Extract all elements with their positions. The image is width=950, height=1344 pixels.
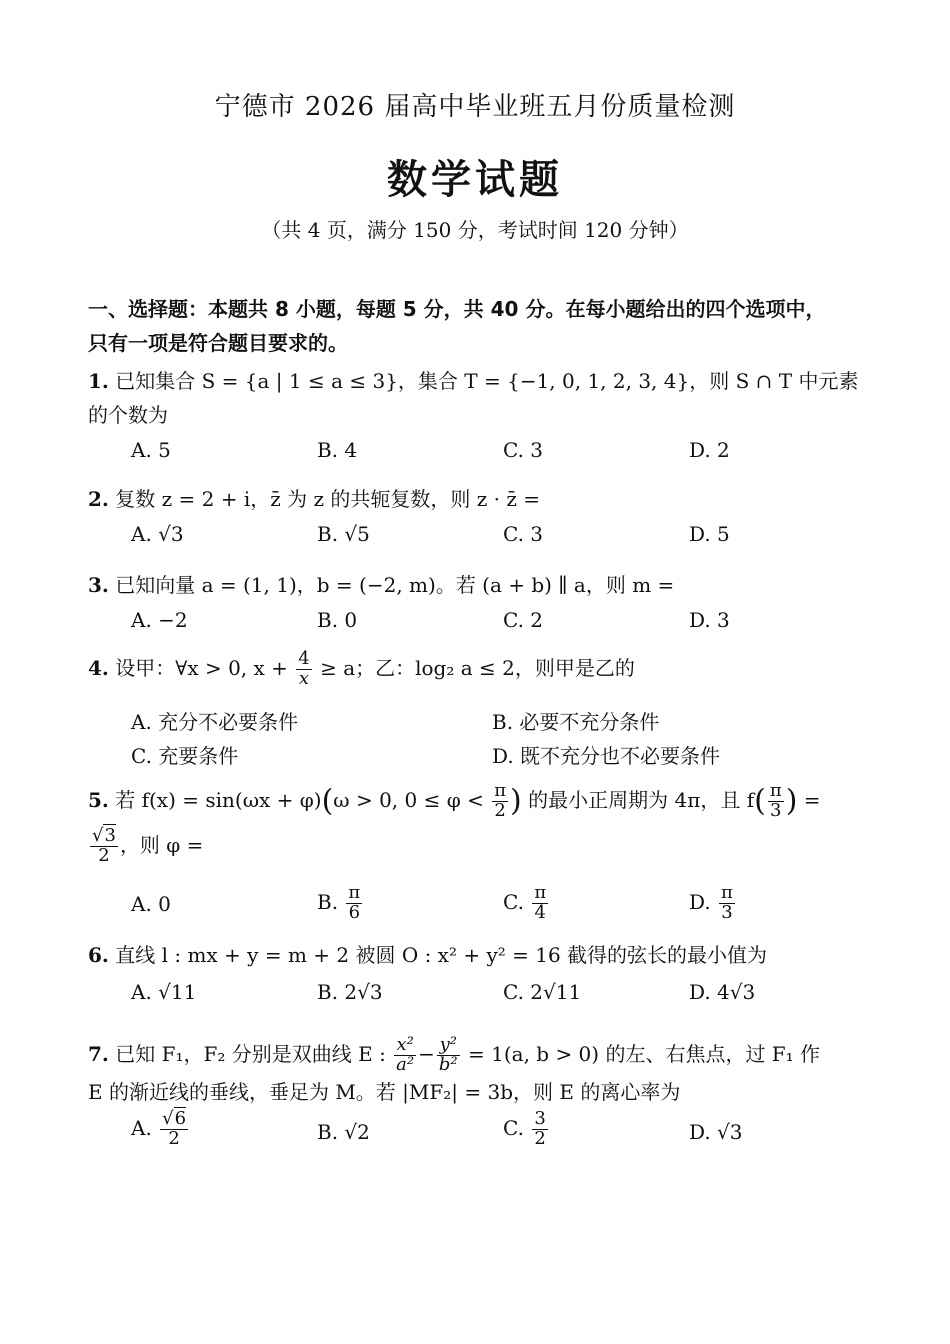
fraction: $\frac{\text{x²}}{\text{a²}}$	[396, 1034, 415, 1075]
exam-info: （共 4 页，满分 150 分，考试时间 120 分钟）	[261, 218, 689, 242]
option-a[interactable]: A. $\frac{√6}{2}$	[131, 1108, 187, 1149]
option-c[interactable]: C. 3	[503, 438, 544, 462]
question-2	[88, 482, 878, 516]
option-a[interactable]: A. −2	[131, 608, 188, 632]
fraction: $\frac{\pi}{3}$	[769, 780, 782, 821]
question-number: 1.	[88, 369, 109, 393]
option-b[interactable]: B. √2	[317, 1120, 370, 1144]
question-text-cont: 的最小正周期为 4π，且 f	[528, 787, 755, 812]
option-d[interactable]: D. 3	[689, 608, 730, 632]
question-number: 6.	[88, 943, 109, 967]
question-6	[88, 938, 878, 972]
question-text: 若 f(x) = sin(ωx + φ)	[115, 787, 322, 812]
question-number: 5.	[88, 787, 109, 812]
option-c[interactable]: C. 2√11	[503, 980, 582, 1004]
option-c[interactable]: C. 2	[503, 608, 544, 632]
fraction: $\frac{\pi}{2}$	[494, 780, 507, 821]
question-text: 已知集合 S = {a | 1 ≤ a ≤ 3}，集合 T = {−1, 0, 1, 2, 3, 4}，则 S ∩ T 中元素	[115, 369, 859, 393]
option-b[interactable]: B. 4	[317, 438, 358, 462]
exam-header: 宁德市 2026 届高中毕业班五月份质量检测	[214, 92, 736, 122]
option-a[interactable]: A. √11	[131, 980, 197, 1004]
option-a[interactable]: A. √3	[131, 522, 184, 546]
question-text-cont: ≥ a；乙：log₂ a ≤ 2，则甲是乙的	[320, 655, 635, 680]
option-d[interactable]: D. 5	[689, 522, 730, 546]
question-text: 已知向量 a = (1, 1)，b = (−2, m)。若 (a + b) ∥ a，则 m =	[115, 573, 675, 597]
option-b[interactable]: B. 0	[317, 608, 358, 632]
option-c[interactable]: C. $\frac{\pi}{4}$	[503, 882, 547, 923]
option-b[interactable]: B. 2√3	[317, 980, 383, 1004]
question-5: 5. 若 f(x) = sin(ωx + φ)(ω > 0, 0 ≤ φ < $\frac{\pi}{2}$ ) 的最小正周期为 4π，且 f( $\frac{\pi}{3}$ ) = $\frac{√3}{2}$ ，则 φ =	[88, 780, 821, 866]
question-1	[88, 364, 878, 432]
fraction: $\frac{\text{y²}}{\text{b²}}$	[438, 1034, 458, 1075]
question-number: 3.	[88, 573, 109, 597]
option-b[interactable]: B. $\frac{\pi}{6}$	[317, 882, 361, 923]
option-c[interactable]: C. 充要条件	[131, 744, 239, 768]
section-heading	[88, 292, 878, 360]
question-text: 直线 l : mx + y = m + 2 被圆 O : x² + y² = 16 截得的弦长的最小值为	[115, 943, 768, 967]
option-b[interactable]: B. √5	[317, 522, 370, 546]
question-number: 4.	[88, 655, 109, 680]
option-c[interactable]: C. $\frac{3}{2}$	[503, 1108, 546, 1149]
option-c[interactable]: C. 3	[503, 522, 544, 546]
option-a[interactable]: A. 0	[131, 892, 171, 916]
section-heading-line2: 只有一项是符合题目要求的。	[88, 331, 348, 355]
question-3	[88, 568, 878, 602]
option-d[interactable]: D. 4√3	[689, 980, 756, 1004]
fraction: $\frac{4}{x}$	[298, 648, 310, 689]
page-title: 数学试题	[387, 157, 563, 203]
option-d[interactable]: D. $\frac{\pi}{3}$	[689, 882, 733, 923]
fraction: $\frac{√3}{2}$	[92, 824, 116, 866]
question-4	[88, 650, 878, 689]
option-d[interactable]: D. 既不充分也不必要条件	[492, 744, 721, 768]
option-a[interactable]: A. 充分不必要条件	[131, 710, 299, 734]
question-text-cont: = 1(a, b > 0) 的左、右焦点，过 F₁ 作	[468, 1041, 821, 1066]
question-text: 复数 z = 2 + i，z̄ 为 z 的共轭复数，则 z · z̄ =	[115, 487, 540, 511]
question-text: 已知 F₁，F₂ 分别是双曲线 E :	[115, 1041, 386, 1066]
question-text: 设甲：∀x > 0, x +	[115, 655, 288, 680]
option-a[interactable]: A. 5	[131, 438, 171, 462]
option-d[interactable]: D. √3	[689, 1120, 743, 1144]
option-d[interactable]: D. 2	[689, 438, 730, 462]
question-number: 7.	[88, 1041, 109, 1066]
question-7: 7. 已知 F₁，F₂ 分别是双曲线 E : $\frac{\text{x²}}{\text{a²}}$ − $\frac{\text{y²}}{\text{b²}}$ = 1(a, b > 0) 的左、右焦点，过 F₁ 作 E 的渐近线的垂线，垂足为 M。若 |MF₂| = 3b，则 E 的离心率为	[88, 1036, 878, 1109]
option-b[interactable]: B. 必要不充分条件	[492, 710, 660, 734]
condition: ω > 0, 0 ≤ φ <	[333, 787, 484, 812]
question-text-cont: ，则 φ =	[119, 832, 204, 857]
section-heading-line1: 一、选择题：本题共 8 小题，每题 5 分，共 40 分。在每小题给出的四个选项中，	[88, 297, 826, 321]
question-number: 2.	[88, 487, 109, 511]
question-text-line2: E 的渐近线的垂线，垂足为 M。若 |MF₂| = 3b，则 E 的离心率为	[88, 1079, 681, 1104]
question-text-cont: 的个数为	[88, 403, 168, 427]
